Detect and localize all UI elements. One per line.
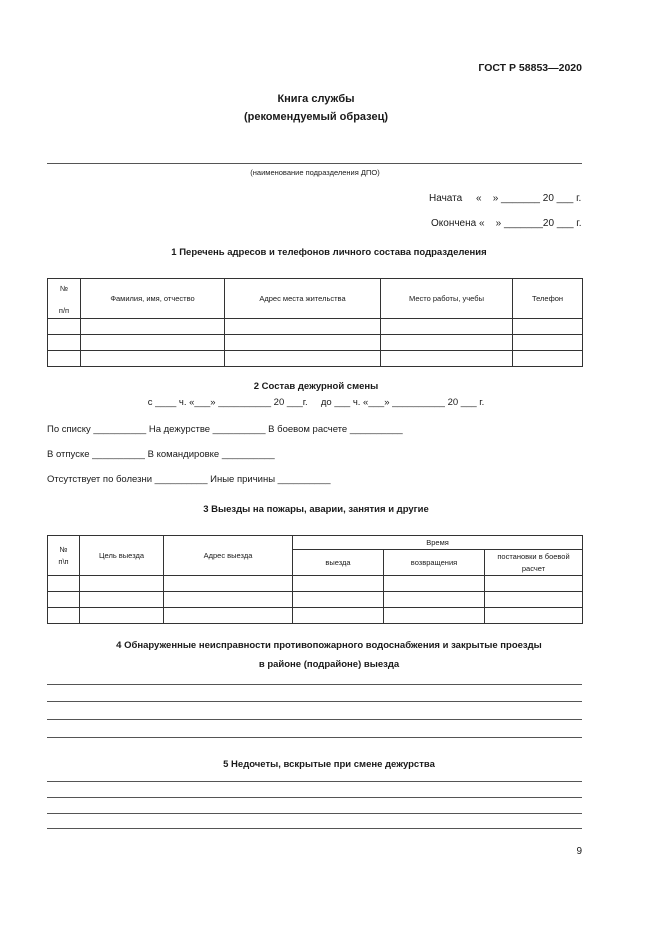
table-row (48, 608, 583, 624)
col-combat-ready: постановки в боевой расчет (485, 550, 583, 576)
col-number-pp: п/п (58, 305, 70, 315)
subdivision-caption: (наименование подразделения ДПО) (250, 168, 380, 177)
section-5-line (47, 813, 582, 814)
section-4-title-line-2: в районе (подрайоне) выезда (258, 659, 400, 670)
section-2-title: 2 Состав дежурной смены (253, 381, 379, 392)
col-time: Время (293, 536, 583, 550)
col-number (48, 536, 80, 576)
document-code: ГОСТ Р 58853—2020 (478, 62, 582, 74)
col-phone: Телефон (513, 279, 583, 319)
section-5-line (47, 797, 582, 798)
col-work-study: Место работы, учебы (381, 279, 513, 319)
shift-roster-line: По списку __________ На дежурстве __________ В боевом расчете __________ (47, 424, 403, 435)
page-number: 9 (576, 846, 582, 857)
page-subtitle: (рекомендуемый образец) (243, 111, 389, 123)
personnel-table (47, 278, 583, 367)
table-row (48, 335, 583, 351)
col-home-address: Адрес места жительства (225, 279, 381, 319)
shift-period: с ____ ч. «___» __________ 20 ___г. до ___ ч. «___» __________ 20 ___ г. (147, 397, 485, 408)
start-date: Начата « » _______ 20 ___ г. (429, 193, 582, 204)
subdivision-name-line (47, 163, 582, 164)
section-5-title: 5 Недочеты, вскрытые при смене дежурства (223, 759, 435, 770)
table-row (48, 319, 583, 335)
dispatch-table (47, 535, 583, 624)
section-4-line (47, 684, 582, 685)
col-number (48, 279, 81, 319)
col-number-sign: № (59, 544, 68, 554)
col-address: Адрес выезда (164, 536, 293, 576)
section-4-line (47, 701, 582, 702)
section-5-line (47, 828, 582, 829)
section-4-line (47, 719, 582, 720)
section-1-title: 1 Перечень адресов и телефонов личного состава подразделения (171, 247, 487, 258)
table-row (48, 576, 583, 592)
shift-absence-line: В отпуске __________ В командировке __________ (47, 449, 275, 460)
table-row (48, 592, 583, 608)
shift-sick-line: Отсутствует по болезни __________ Иные причины __________ (47, 474, 331, 485)
section-4-line (47, 737, 582, 738)
col-departure: выезда (293, 550, 384, 576)
col-number-nn: п\п (58, 556, 69, 566)
col-return: возвращения (384, 550, 485, 576)
col-goal: Цель выезда (80, 536, 164, 576)
col-number-sign: № (59, 283, 69, 293)
col-full-name: Фамилия, имя, отчество (81, 279, 225, 319)
table-row (48, 351, 583, 367)
section-5-line (47, 781, 582, 782)
page-title: Книга службы (277, 93, 355, 105)
section-3-title: 3 Выезды на пожары, аварии, занятия и другие (203, 504, 429, 515)
end-date: Окончена « » _______20 ___ г. (431, 218, 582, 229)
section-4-title-line-1: 4 Обнаруженные неисправности противопожарного водоснабжения и закрытые проезды (116, 640, 542, 651)
